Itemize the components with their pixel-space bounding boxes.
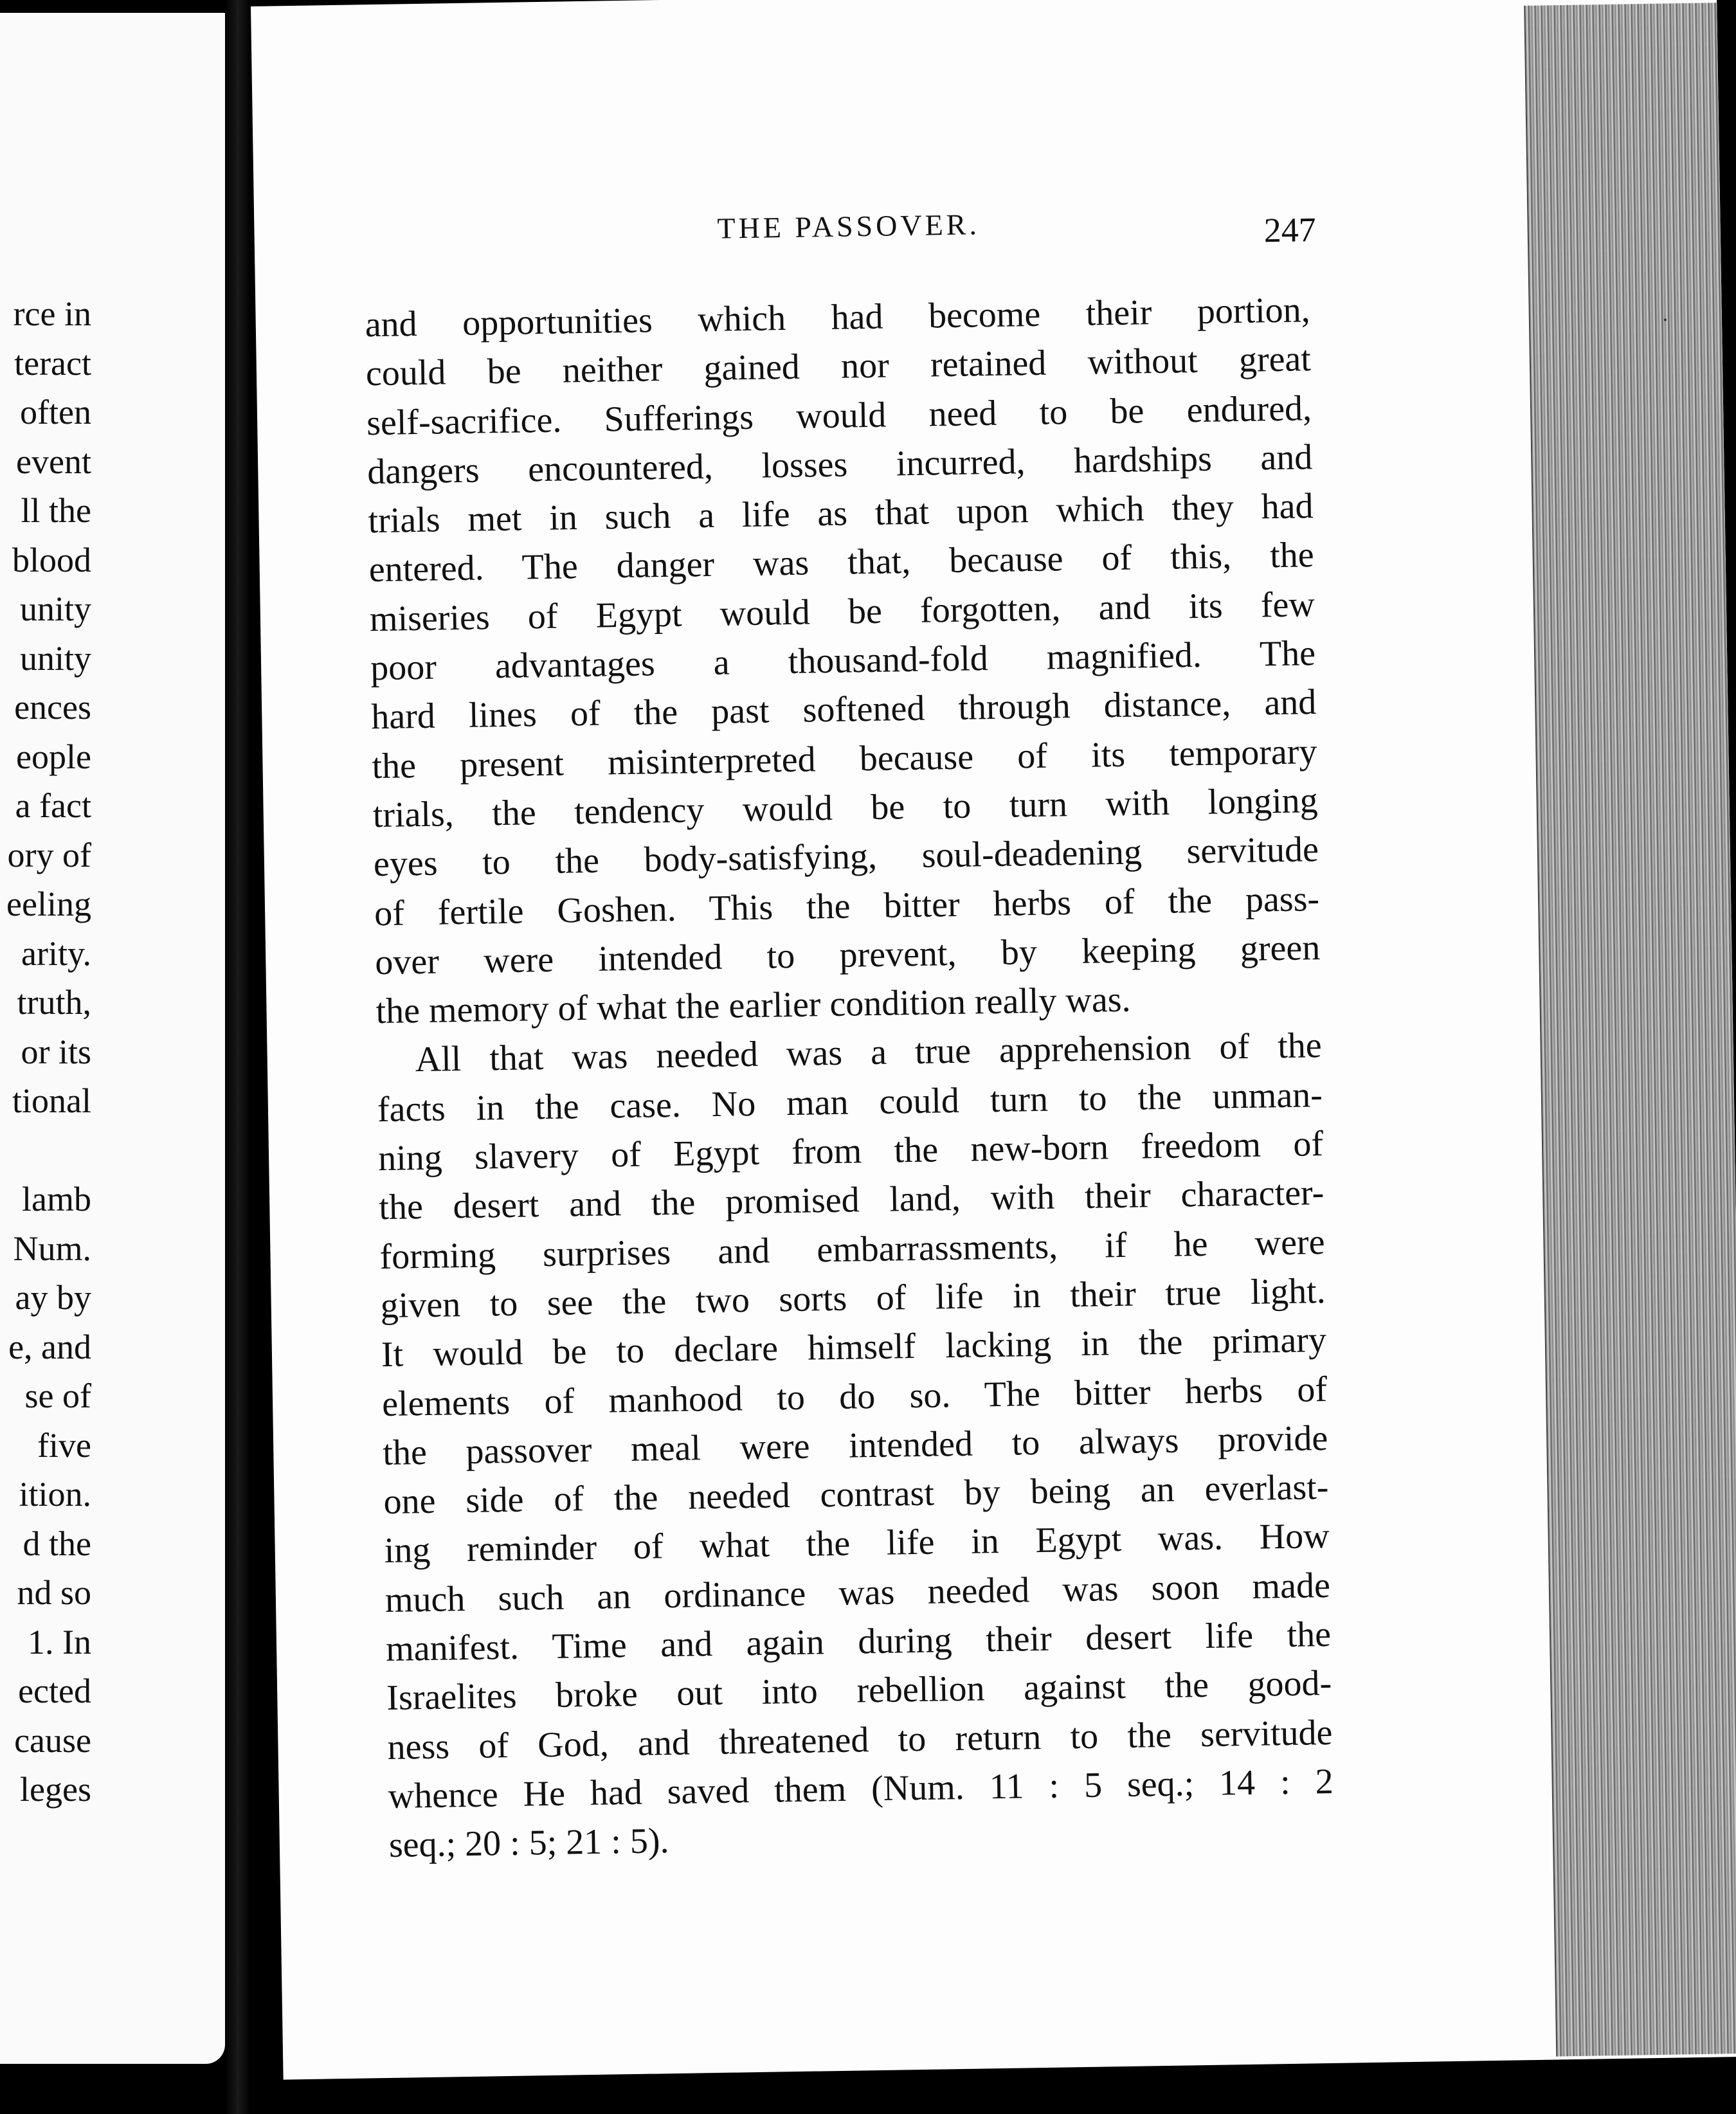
left-line: often — [20, 393, 91, 431]
left-page — [0, 13, 225, 2064]
running-head: THE PASSOVER. — [717, 208, 981, 245]
text-line: trials met in such a life as that upon which they had — [368, 486, 1314, 541]
left-line: leges — [20, 1770, 91, 1809]
text-line: and opportunities which had become their portion, — [365, 290, 1311, 345]
text-line: poor advantages a thousand-fold magnified. The — [370, 633, 1316, 689]
text-line: one side of the needed contrast by being an everlast- — [383, 1467, 1329, 1522]
left-line: cause — [14, 1721, 91, 1760]
left-line-blank — [0, 1126, 91, 1175]
text-line: Israelites broke out into rebellion against the good- — [386, 1663, 1332, 1719]
left-line: eople — [16, 737, 91, 776]
text-line: eyes to the body-satisfying, soul-deadening servitude — [373, 829, 1319, 885]
text-line: seq.; 20 : 5; 21 : 5). — [388, 1821, 669, 1866]
left-line: five — [37, 1425, 91, 1465]
text-line: the memory of what the earlier condition really was. — [375, 979, 1131, 1032]
book-gutter — [225, 0, 251, 2114]
left-page-text — [0, 289, 91, 1814]
text-line: the present misinterpreted because of its temporary — [372, 731, 1317, 786]
text-line: manifest. Time and again during their desert life the — [385, 1614, 1332, 1670]
left-line: unity — [19, 638, 91, 678]
page-edges — [1524, 3, 1736, 2056]
text-line: could be neither gained nor retained without great — [365, 339, 1312, 394]
left-line: rce in — [13, 294, 91, 333]
text-line: dangers encountered, losses incurred, hardships and — [366, 437, 1313, 492]
left-line: a fact — [15, 786, 91, 825]
text-line: facts in the case. No man could turn to the unman- — [377, 1074, 1323, 1130]
left-line: ll the — [21, 491, 91, 530]
left-line: tional — [12, 1081, 91, 1120]
left-line: ition. — [19, 1475, 91, 1513]
page-number: 247 — [1263, 210, 1317, 250]
left-line: unity — [19, 590, 91, 628]
text-line: ning slavery of Egypt from the new-born freedom of — [377, 1124, 1324, 1179]
left-line: d the — [23, 1524, 91, 1563]
text-line: of fertile Goshen. This the bitter herbs of the pass- — [374, 878, 1320, 934]
text-line: forming surprises and embarrassments, if he were — [379, 1222, 1325, 1277]
text-line: whence He had saved them (Num. 11 : 5 seq.; 14 : 2 — [388, 1761, 1334, 1816]
left-line: ory of — [7, 835, 91, 874]
text-line: trials, the tendency would be to turn with longing — [372, 781, 1319, 836]
left-line: nd so — [17, 1573, 91, 1612]
left-line: Num. — [13, 1229, 91, 1268]
left-line: 1. In — [28, 1622, 91, 1661]
text-line: entered. The danger was that, because of this, the — [368, 535, 1315, 590]
text-line: given to see the two sorts of life in their true light. — [380, 1270, 1326, 1326]
left-line: e, and — [8, 1327, 91, 1366]
left-line: arity. — [21, 934, 91, 973]
left-line: or its — [21, 1032, 91, 1071]
body-text — [365, 285, 1334, 1870]
text-line: elements of manhood to do so. The bitter herbs of — [381, 1369, 1328, 1424]
left-line: blood — [12, 540, 91, 579]
text-line: over were intended to prevent, by keeping green — [374, 927, 1321, 983]
left-line: ences — [14, 688, 91, 727]
text-line: ness of God, and threatened to return to the servitude — [387, 1712, 1333, 1767]
left-line: event — [16, 442, 91, 481]
left-line: eeling — [6, 885, 91, 923]
text-line: ing reminder of what the life in Egypt was. How — [384, 1516, 1330, 1571]
right-page — [251, 0, 1736, 2080]
left-line: truth, — [17, 983, 91, 1022]
speck-mark — [1664, 318, 1667, 321]
text-line: self-sacrifice. Sufferings would need to be endured, — [366, 388, 1312, 443]
text-line: hard lines of the past softened through distance, and — [370, 682, 1317, 737]
text-line-paragraph-start: All that was needed was a true apprehension of the — [415, 1025, 1323, 1080]
text-line: the desert and the promised land, with their character- — [378, 1173, 1325, 1228]
left-line: lamb — [22, 1180, 91, 1218]
left-line: teract — [14, 343, 91, 383]
left-line: ected — [18, 1672, 91, 1710]
left-line: se of — [24, 1377, 91, 1415]
text-line: It would be to declare himself lacking in the primary — [381, 1320, 1327, 1375]
text-line: the passover meal were intended to always provide — [382, 1418, 1328, 1473]
left-line: ay by — [15, 1278, 91, 1317]
text-line: much such an ordinance was needed was soon made — [384, 1565, 1331, 1620]
text-line: miseries of Egypt would be forgotten, and its few — [369, 584, 1316, 639]
